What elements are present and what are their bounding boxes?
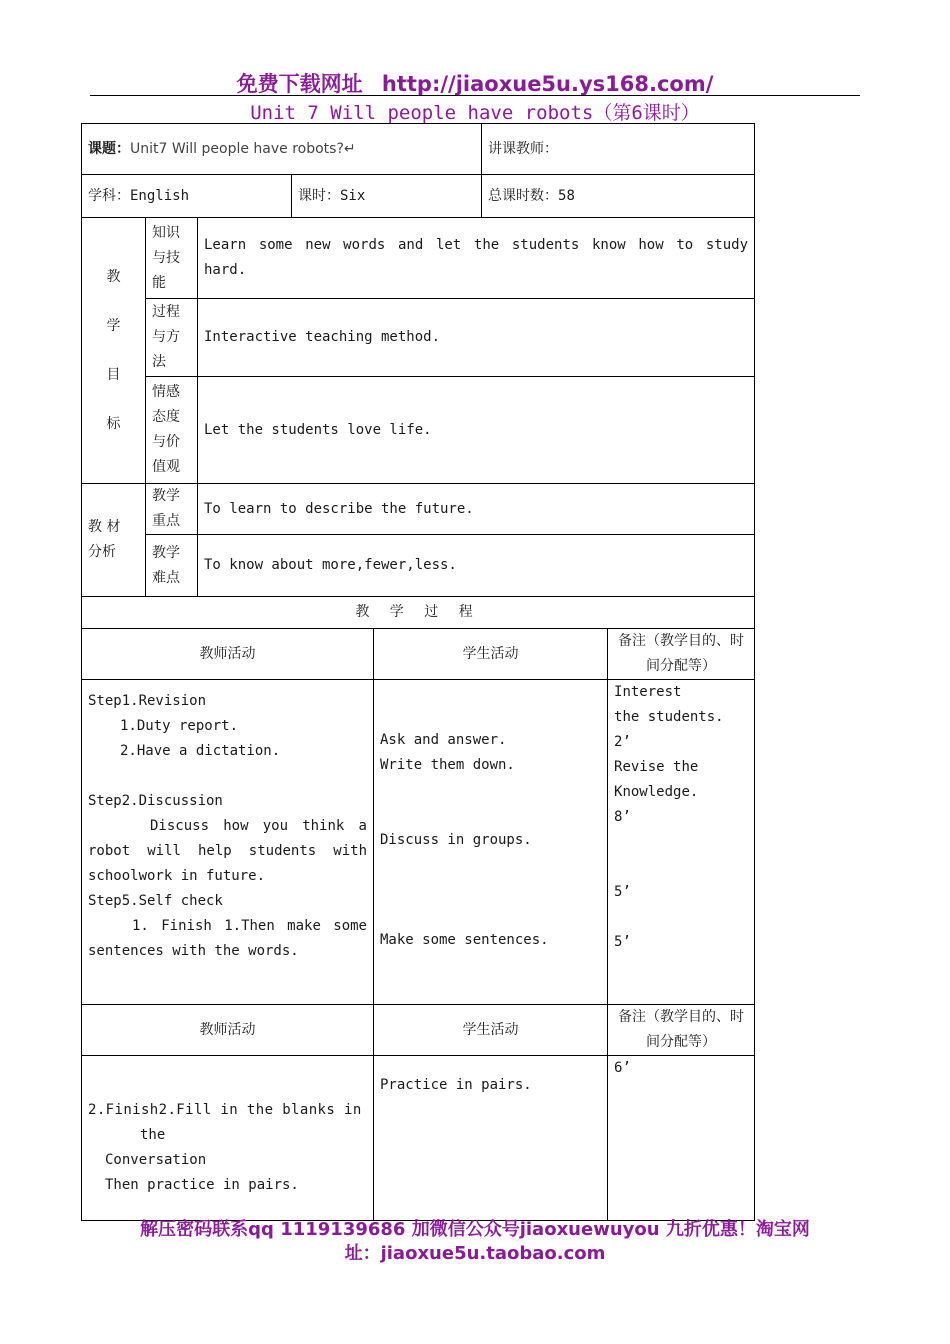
notes-block-1: Interest the students. 2’ Revise the Knowledge. 8’ 5’ 5’	[608, 680, 755, 1005]
total-periods-cell: 总课时数：58	[482, 175, 755, 218]
step2-discussion: Discuss how you think a robot will help students with schoolwork in future.	[88, 818, 367, 884]
objective-row-process	[82, 299, 755, 377]
lesson-plan-table	[81, 123, 755, 1221]
teacher-activity-block-2: 2.Finish2.Fill in the blanks in the Conversation Then practice in pairs.	[82, 1056, 374, 1221]
process-header-row-2	[82, 1005, 755, 1056]
topic-value: Unit7 Will people have robots?↵	[130, 140, 356, 157]
objective-label-emotion: 情感 态度 与价 值观	[146, 377, 198, 484]
analysis-row-key	[82, 484, 755, 535]
document-title: Unit 7 Will people have robots（第6课时）	[250, 102, 700, 124]
header-download-link[interactable]	[0, 68, 950, 98]
analysis-row-difficult	[82, 535, 755, 597]
teacher-cell	[482, 124, 755, 175]
step2-heading: Step2.Discussion	[88, 793, 223, 809]
col-notes: 备注（教学目的、时间分配等）	[608, 629, 755, 680]
process-content-row-1	[82, 680, 755, 1005]
subject-cell: 学科：English	[82, 175, 292, 218]
objective-label-process: 过程 与方 法	[146, 299, 198, 377]
step1-item-2: 2.Have a dictation.	[120, 743, 281, 759]
col-student-activity-2: 学生活动	[374, 1005, 608, 1056]
analysis-content-key: To learn to describe the future.	[198, 484, 755, 535]
teacher-activity-block-1	[82, 680, 374, 1005]
col-notes-2: 备注（教学目的、时间分配等）	[608, 1005, 755, 1056]
analysis-content-difficult: To know about more,fewer,less.	[198, 535, 755, 597]
objective-row-knowledge	[82, 218, 755, 299]
col-teacher-activity: 教师活动	[82, 629, 374, 680]
analysis-label-difficult: 教学 难点	[146, 535, 198, 597]
footer-promo	[0, 1218, 950, 1266]
objective-content-emotion: Let the students love life.	[198, 377, 755, 484]
process-header-row-1	[82, 629, 755, 680]
objective-content-process: Interactive teaching method.	[198, 299, 755, 377]
process-title-row	[82, 597, 755, 629]
step1-item-1: 1.Duty report.	[120, 718, 239, 734]
topic-row	[82, 124, 755, 175]
site-label: 免费下载网址	[236, 72, 363, 96]
topic-cell	[82, 124, 482, 175]
step5-finish: 1. Finish 1.Then make some sentences with the words.	[88, 918, 367, 959]
footer-line-2[interactable]: 址：jiaoxue5u.taobao.com	[344, 1243, 606, 1264]
period-cell: 课时：Six	[292, 175, 482, 218]
topic-label: 课题：	[88, 140, 130, 157]
objectives-group-label: 教 学 目 标	[82, 218, 146, 484]
student-activity-block-1: Ask and answer. Write them down. Discuss in groups. Make some sentences.	[374, 680, 608, 1005]
step5-heading: Step5.Self check	[88, 893, 223, 909]
site-url[interactable]: http://jiaoxue5u.ys168.com/	[381, 72, 714, 96]
process-content-row-2	[82, 1056, 755, 1221]
step1-heading: Step1.Revision	[88, 693, 207, 709]
student-activity-block-2: Practice in pairs.	[374, 1056, 608, 1221]
objective-content-knowledge: Learn some new words and let the students know how to study hard.	[198, 218, 755, 299]
col-teacher-activity-2: 教师活动	[82, 1005, 374, 1056]
process-title: 教 学 过 程	[82, 597, 755, 629]
analysis-label-key: 教学 重点	[146, 484, 198, 535]
footer-line-1: 解压密码联系qq 1119139686 加微信公众号jiaoxuewuyou 九折优惠！淘宝网	[140, 1219, 810, 1240]
analysis-group-label: 教 材 分析	[82, 484, 146, 597]
header-divider	[90, 95, 860, 96]
notes-block-2: 6’	[608, 1056, 755, 1221]
objective-label-knowledge: 知识 与技 能	[146, 218, 198, 299]
objective-row-emotion	[82, 377, 755, 484]
teacher-label: 讲课教师：	[488, 140, 559, 157]
col-student-activity: 学生活动	[374, 629, 608, 680]
meta-row	[82, 175, 755, 218]
